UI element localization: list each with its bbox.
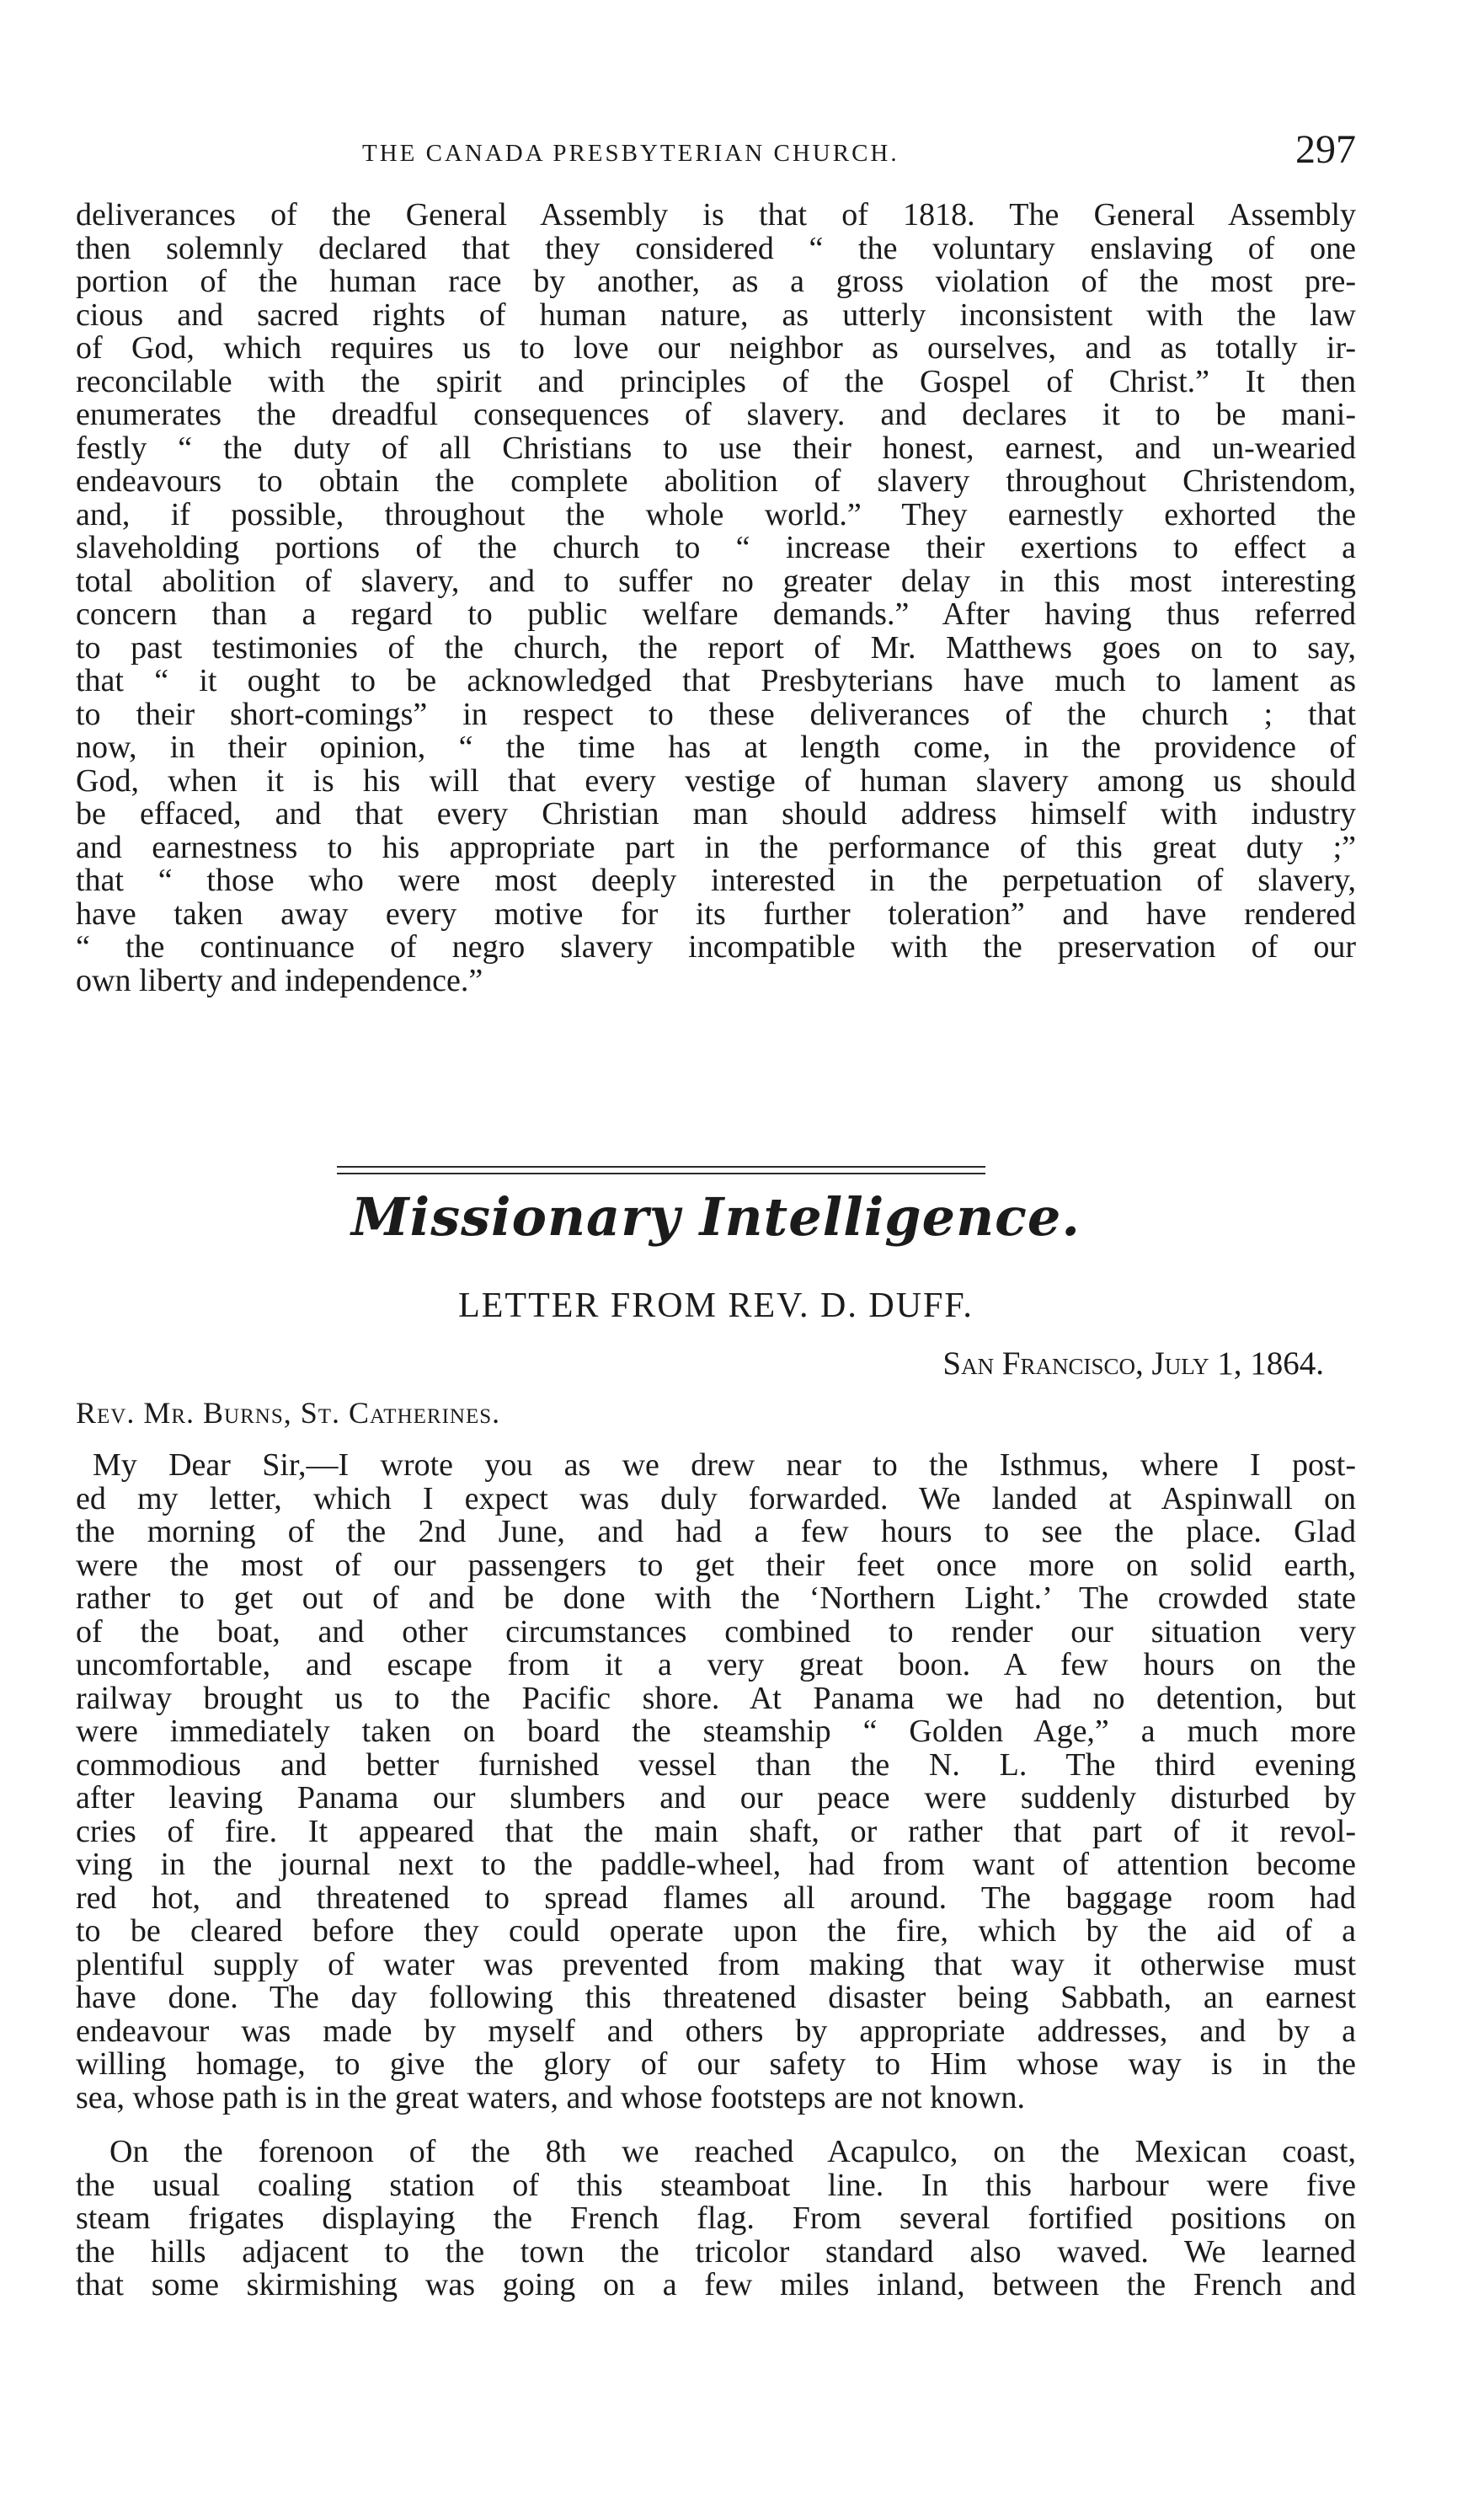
text-line: and earnestness to his appropriate part in the performance of this great duty ;” (76, 829, 1356, 865)
paragraph-text (76, 2136, 1356, 2302)
text-line: railway brought us to the Pacific shore. At Panama we had no detention, but (76, 1680, 1356, 1716)
text-line: endeavours to obtain the complete abolition of slavery throughout Christendom, (76, 463, 1356, 499)
text-line: be effaced, and that every Christian man should address himself with industry (76, 796, 1356, 832)
text-line: were the most of our passengers to get their feet once more on solid earth, (76, 1547, 1356, 1583)
text-line: were immediately taken on board the steamship “ Golden Age,” a much more (76, 1714, 1356, 1749)
text-line: the morning of the 2nd June, and had a few hours to see the place. Glad (76, 1514, 1356, 1549)
text-line: of the boat, and other circumstances combined to render our situation very (76, 1613, 1356, 1650)
text-line: cious and sacred rights of human nature, as utterly inconsistent with the law (76, 297, 1356, 333)
text-line: uncomfortable, and escape from it a very great boon. A few hours on the (76, 1647, 1356, 1682)
text-line: that “ those who were most deeply interested in the perpetuation of slavery, (76, 863, 1356, 898)
text-line: endeavour was made by myself and others by appropriate addresses, and by a (76, 2013, 1356, 2049)
text-line: of God, which requires us to love our neighbor as ourselves, and as totally ir- (76, 330, 1356, 366)
text-line: and, if possible, throughout the whole world.” They earnestly exhorted the (76, 496, 1356, 532)
text-line: total abolition of slavery, and to suffer no greater delay in this most interesting (76, 563, 1356, 599)
text-line: slaveholding portions of the church to “ increase their exertions to effect a (76, 530, 1356, 565)
text-line: plentiful supply of water was prevented from making that way it otherwise must (76, 1946, 1356, 1982)
text-line: commodious and better furnished vessel than the N. L. The third evening (76, 1746, 1356, 1783)
paragraph-text (76, 199, 1356, 997)
running-title: THE CANADA PRESBYTERIAN CHURCH. (362, 140, 899, 167)
text-line: On the forenoon of the 8th we reached Acapulco, on the Mexican coast, (109, 2134, 1356, 2169)
text-line: steam frigates displaying the French flag. From several fortified positions on (76, 2201, 1356, 2236)
text-line: that “ it ought to be acknowledged that Presbyterians have much to lament as (76, 663, 1356, 698)
text-line: have done. The day following this threatened disaster being Sabbath, an earnest (76, 1980, 1356, 2015)
text-line: festly “ the duty of all Christians to use their honest, earnest, and un-wearied (76, 430, 1356, 466)
text-line: the usual coaling station of this steamboat line. In this harbour were five (76, 2167, 1356, 2203)
text-line: “ the continuance of negro slavery incompatible with the preservation of our (76, 929, 1356, 965)
letter-title: LETTER FROM REV. D. DUFF. (458, 1286, 974, 1325)
letter-paragraph-2 (76, 2136, 1356, 2302)
text-line: to be cleared before they could operate upon the fire, which by the aid of a (76, 1913, 1356, 1949)
text-line: God, when it is his will that every vestige of human slavery among us should (76, 762, 1356, 799)
assembly-paragraph (76, 199, 1356, 997)
text-line: willing homage, to give the glory of our safety to Him whose way is in the (76, 2046, 1356, 2082)
section-divider (337, 1166, 985, 1168)
letter-paragraph-1 (76, 1449, 1356, 2115)
text-line: the hills adjacent to the town the tricolor standard also waved. We learned (76, 2233, 1356, 2270)
text-line: reconcilable with the spirit and principles of the Gospel of Christ.” It then (76, 363, 1356, 399)
text-line: My Dear Sir,—I wrote you as we drew near to the Isthmus, where I post- (93, 1447, 1356, 1483)
text-line: rather to get out of and be done with the ‘Northern Light.’ The crowded state (76, 1580, 1356, 1616)
text-line: to past testimonies of the church, the report of Mr. Matthews goes on to say, (76, 629, 1356, 666)
page-number: 297 (1295, 127, 1356, 172)
text-line: concern than a regard to public welfare demands.” After having thus referred (76, 596, 1356, 632)
text-line: cries of fire. It appeared that the main shaft, or rather that part of it revol- (76, 1813, 1356, 1849)
text-line: sea, whose path is in the great waters, and whose footsteps are not known. (76, 2079, 1026, 2115)
letter-addressee: Rev. Mr. Burns, St. Catherines. (76, 1396, 501, 1430)
text-line: now, in their opinion, “ the time has at length come, in the providence of (76, 730, 1356, 765)
paragraph-text (76, 1449, 1356, 2115)
letter-dateline: San Francisco, July 1, 1864. (942, 1345, 1324, 1382)
text-line: have taken away every motive for its further toleration” and have rendered (76, 896, 1356, 932)
text-line: enumerates the dreadful consequences of slavery. and declares it to be mani- (76, 397, 1356, 432)
text-line: ed my letter, which I expect was duly forwarded. We landed at Aspinwall on (76, 1480, 1356, 1516)
section-heading: Missionary Intelligence. (351, 1186, 1081, 1248)
text-line: that some skirmishing was going on a few miles inland, between the French and (76, 2267, 1356, 2302)
text-line: portion of the human race by another, as a gross violation of the most pre- (76, 264, 1356, 299)
text-line: deliverances of the General Assembly is that of 1818. The General Assembly (76, 197, 1356, 233)
section-divider (337, 1173, 985, 1174)
text-line: ving in the journal next to the paddle-wheel, had from want of attention become (76, 1847, 1356, 1882)
text-line: to their short-comings” in respect to these deliverances of the church ; that (76, 696, 1356, 732)
text-line: red hot, and threatened to spread flames all around. The baggage room had (76, 1880, 1356, 1916)
text-line: then solemnly declared that they considered “ the voluntary enslaving of one (76, 230, 1356, 266)
text-line: after leaving Panama our slumbers and our peace were suddenly disturbed by (76, 1780, 1356, 1815)
running-header (76, 126, 1356, 185)
text-line: own liberty and independence.” (76, 962, 483, 998)
